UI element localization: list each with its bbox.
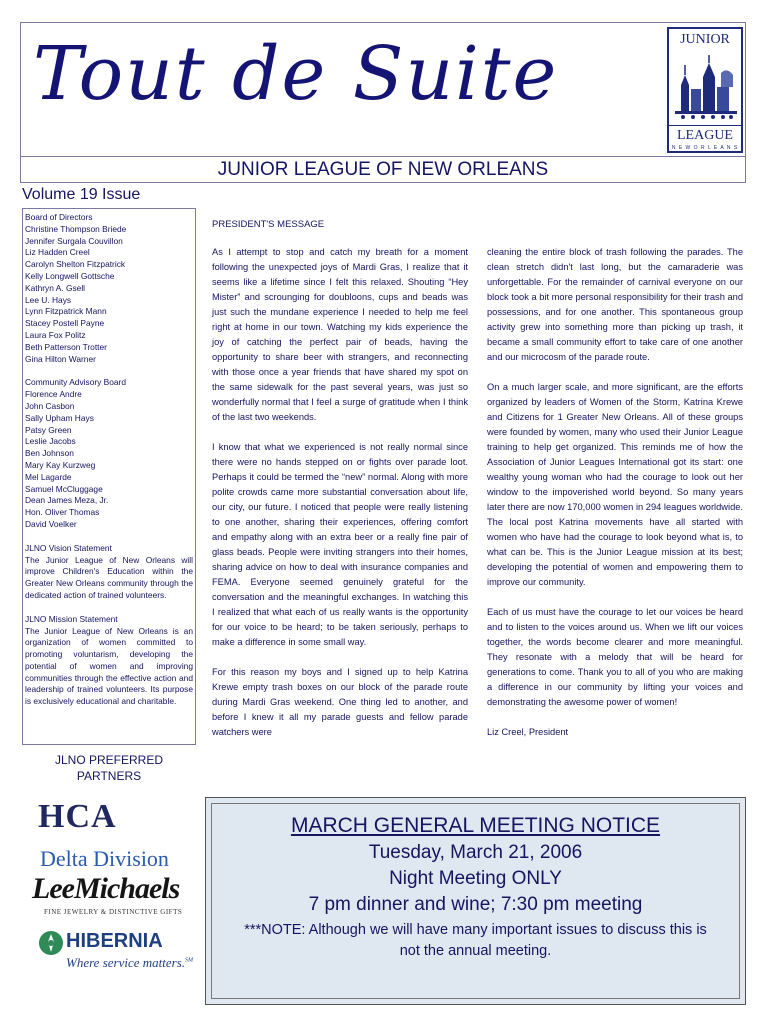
hibernia-emblem-icon bbox=[38, 930, 64, 956]
newsletter-title: Tout de Suite bbox=[33, 31, 559, 117]
advisory-member: Sally Upham Hays bbox=[25, 412, 94, 423]
notice-date: Tuesday, March 21, 2006 bbox=[368, 842, 583, 863]
board-member: Stacey Postell Payne bbox=[25, 318, 105, 329]
notice-note: ***NOTE: Although we will have many important issues to discuss this is not the annual meeting. bbox=[244, 922, 707, 959]
advisory-member: Florence Andre bbox=[25, 389, 82, 400]
service-mark: SM bbox=[185, 957, 194, 964]
logo-city-text: N E W O R L E A N S bbox=[671, 145, 739, 151]
junior-league-logo bbox=[667, 27, 743, 153]
volume-label: Volume 19 Issue bbox=[22, 186, 141, 203]
sidebar bbox=[22, 208, 196, 745]
notice-meeting-type: Night Meeting ONLY bbox=[389, 868, 562, 889]
message-column-left bbox=[212, 245, 468, 755]
board-member: Jennifer Surgala Couvillon bbox=[25, 235, 123, 246]
board-member: Lee U. Hays bbox=[25, 294, 72, 305]
message-paragraph: As I attempt to stop and catch my breath for a moment following the unexpected joys of Mardi Gras, I realize that it seems like a lifetime since I felt this relaxed. Shouting “Hey Mister” and scrounging for doubloons, cups and beads was just such the mundane experience I needed to help me feel right at home in our town. Watching my kids experience the joy of catching the perfect pair of beads, having the opportunity to share beer with strangers, and reconnecting with those once a year friends that have shared my spot on the same sidewalk for the past several years, was just so wonderfully normal that I feel a surge of gratitude when I think of the last two weekends. bbox=[212, 247, 468, 422]
mission-statement: The Junior League of New Orleans is an organization of women committed to promoting voluntarism, developing the potential of women and improving communities through the effective action and leadership of trained volunteers. Its purpose is exclusively educational and charitable. bbox=[25, 625, 193, 707]
advisory-list bbox=[25, 389, 193, 531]
message-paragraph: For this reason my boys and I signed up to help Katrina Krewe empty trash boxes on our block of the parade route during Mardi Gras weekend. One thing led to another, and before I knew it all my parade guests and fellow parade watchers were bbox=[212, 667, 468, 737]
advisory-heading: Community Advisory Board bbox=[25, 377, 127, 388]
advisory-member: Ben Johnson bbox=[25, 448, 74, 459]
advisory-member: Mary Kay Kurzweg bbox=[25, 459, 96, 470]
advisory-member: Leslie Jacobs bbox=[25, 436, 76, 447]
board-member: Liz Hadden Creel bbox=[25, 247, 90, 258]
advisory-member: John Casbon bbox=[25, 400, 75, 411]
partners-heading-line2: PARTNERS bbox=[76, 769, 142, 783]
message-paragraph: Each of us must have the courage to let our voices be heard and to listen to the voices around us. When we lift our voices together, the words become clearer and more meaningful. They resonate with a melody that will be heard for generations to come. Thank you to all of you who are making a difference in our community by lifting your voices and demonstrating the awesome power of women! bbox=[487, 607, 743, 707]
board-member: Gina Hilton Warner bbox=[25, 353, 96, 364]
notice-time: 7 pm dinner and wine; 7:30 pm meeting bbox=[308, 894, 643, 915]
hibernia-tagline bbox=[66, 955, 193, 971]
advisory-member: Patsy Green bbox=[25, 424, 72, 435]
delta-division-logo: Delta Division bbox=[40, 846, 169, 871]
cathedral-icon bbox=[675, 53, 737, 123]
message-column-right bbox=[487, 245, 743, 755]
board-list bbox=[25, 224, 193, 366]
message-paragraph: cleaning the entire block of trash following the parades. The clean stretch didn't last long, but the camaraderie was unforgettable. For the remainder of carnival everyone on our block took a bit more personal responsibility for their trash and possessions, and for one another. This spontaneous group activity grew into something more than picking up trash, it became a small community effort to take care of one another and our microcosm of the parade route. bbox=[487, 247, 743, 362]
board-member: Christine Thompson Briede bbox=[25, 223, 127, 234]
advisory-member: Mel Lagarde bbox=[25, 471, 72, 482]
board-member: Laura Fox Politz bbox=[25, 329, 86, 340]
advisory-member: David Voelker bbox=[25, 518, 77, 529]
advisory-member: Hon. Oliver Thomas bbox=[25, 507, 100, 518]
vision-heading: JLNO Vision Statement bbox=[25, 542, 112, 553]
board-member: Beth Patterson Trotter bbox=[25, 341, 107, 352]
lee-michaels-tagline: FINE JEWELRY & DISTINCTIVE GIFTS bbox=[44, 908, 183, 916]
board-member: Carolyn Shelton Fitzpatrick bbox=[25, 259, 126, 270]
board-heading: Board of Directors bbox=[25, 212, 93, 222]
logo-junior-text: JUNIOR bbox=[680, 32, 730, 47]
presidents-message-heading: PRESIDENT'S MESSAGE bbox=[212, 219, 325, 230]
partners-heading-line1: JLNO PREFERRED bbox=[54, 753, 164, 767]
mission-heading: JLNO Mission Statement bbox=[25, 613, 118, 624]
lee-michaels-logo: LeeMichaels bbox=[32, 872, 180, 905]
notice-title: MARCH GENERAL MEETING NOTICE bbox=[290, 814, 661, 837]
org-name: JUNIOR LEAGUE OF NEW ORLEANS bbox=[217, 159, 549, 180]
meeting-notice-inner bbox=[211, 803, 740, 999]
board-member: Kelly Longwell Gottsche bbox=[25, 270, 115, 281]
hibernia-logo: HIBERNIA bbox=[66, 930, 163, 952]
advisory-member: Dean James Meza, Jr. bbox=[25, 495, 109, 506]
board-member: Kathryn A. Gsell bbox=[25, 282, 86, 293]
org-band bbox=[20, 157, 746, 183]
logo-league-text: LEAGUE bbox=[669, 125, 741, 144]
message-paragraph: I know that what we experienced is not really normal since there were no hands stepped on or fights over parade loot. Perhaps it could be termed the “new” normal. Along with more polite crowds came more substantial conversation about life, our city, our future. I noticed that people were really listening to one another, sharing their experiences, offering comfort and empathy along with an extra beer or a really fine pair of glass beads. People were inviting strangers into their homes, sharing advice on how to deal with insurance companies and FEMA. Everyone seemed genuinely grateful for the conversation and the meaningful exchanges. In watching this I realized that what each of us really wants is the opportunity for our voice to be heard; to be taken seriously, perhaps to make a difference in some small way. bbox=[212, 442, 468, 647]
hca-logo: HCA bbox=[38, 798, 117, 835]
hibernia-tagline-text: Where service matters. bbox=[66, 955, 186, 970]
meeting-notice-box bbox=[205, 797, 746, 1005]
vision-statement: The Junior League of New Orleans will improve Children's Education within the Greater New Orleans community through the dedicated action of trained volunteers. bbox=[25, 554, 193, 600]
partners-heading bbox=[22, 752, 196, 784]
masthead bbox=[20, 22, 746, 157]
advisory-member: Samuel McCluggage bbox=[25, 483, 103, 494]
message-paragraph: On a much larger scale, and more significant, are the efforts organized by leaders of Women of the Storm, Katrina Krewe and Citizens for 1 Greater New Orleans. All of these groups were founded by women, many who used their Junior League training to help get organized. This reminds me of how the Association of Junior Leagues International got its start: one wealthy young woman who had the courage to look out her window to the impoverished world beyond. So many years later there are now 170,000 women in 294 leagues worldwide. The local post Katrina movements have all started with women who have had the courage to look beyond what is, to what can be. This is the Junior League mission at its best; developing the potential of women and empowering them to improve our community. bbox=[487, 382, 743, 587]
signature: Liz Creel, President bbox=[487, 727, 569, 737]
board-member: Lynn Fitzpatrick Mann bbox=[25, 306, 107, 317]
